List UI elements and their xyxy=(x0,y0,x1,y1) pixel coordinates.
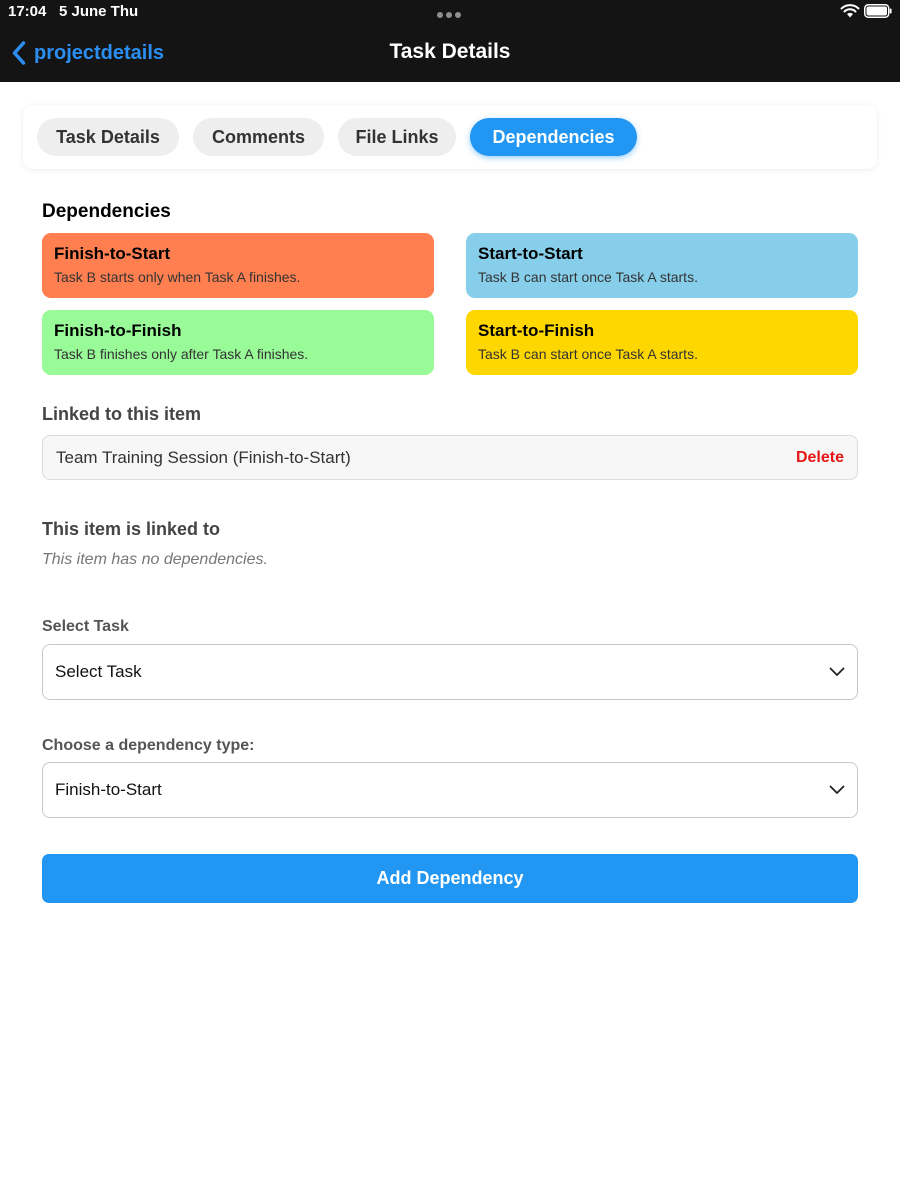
dependency-type-card-start-to-finish xyxy=(466,310,858,375)
add-dependency-button[interactable]: Add Dependency xyxy=(42,854,858,903)
select-task-dropdown[interactable] xyxy=(42,644,858,700)
dependency-type-description: Task B starts only when Task A finishes. xyxy=(54,269,301,285)
tab-task-details[interactable]: Task Details xyxy=(37,118,179,156)
dependency-type-card-start-to-start xyxy=(466,233,858,298)
top-bar xyxy=(0,0,900,82)
dependency-type-description: Task B can start once Task A starts. xyxy=(478,346,698,362)
linked-item-text: Team Training Session (Finish-to-Start) xyxy=(56,447,351,467)
dependency-type-name: Start-to-Finish xyxy=(478,321,595,340)
page-title: Task Details xyxy=(389,40,511,63)
no-dependencies-text: This item has no dependencies. xyxy=(42,551,268,568)
dependency-type-label: Choose a dependency type: xyxy=(42,737,255,754)
select-task-value: Select Task xyxy=(55,662,142,681)
dependency-type-description: Task B finishes only after Task A finishes. xyxy=(54,346,309,362)
status-date: 5 June Thu xyxy=(59,3,139,20)
dependency-type-name: Start-to-Start xyxy=(478,244,583,263)
status-time: 17:04 xyxy=(8,3,47,20)
linked-item-row xyxy=(42,435,858,480)
dependency-type-description: Task B can start once Task A starts. xyxy=(478,269,698,285)
dependency-type-name: Finish-to-Start xyxy=(54,244,171,263)
back-label: projectdetails xyxy=(34,41,165,64)
dependency-type-value: Finish-to-Start xyxy=(55,780,162,799)
delete-button[interactable]: Delete xyxy=(795,448,844,466)
dependency-type-card-finish-to-start xyxy=(42,233,434,298)
battery-icon xyxy=(864,4,892,18)
tab-dependencies[interactable]: Dependencies xyxy=(470,118,637,156)
chevron-down-icon xyxy=(829,667,845,677)
tab-comments[interactable]: Comments xyxy=(193,118,324,156)
multitasking-dots-icon[interactable] xyxy=(437,12,461,18)
linked-to-item-heading: Linked to this item xyxy=(42,404,202,424)
item-linked-to-heading: This item is linked to xyxy=(42,519,221,539)
dependency-type-card-finish-to-finish xyxy=(42,310,434,375)
dependency-type-dropdown[interactable] xyxy=(42,762,858,818)
dependency-type-name: Finish-to-Finish xyxy=(54,321,182,340)
chevron-down-icon xyxy=(829,785,845,795)
tab-bar xyxy=(23,105,877,169)
tab-file-links[interactable]: File Links xyxy=(338,118,456,156)
dependencies-heading: Dependencies xyxy=(42,201,171,222)
wifi-icon xyxy=(840,4,860,18)
select-task-label: Select Task xyxy=(42,618,129,635)
